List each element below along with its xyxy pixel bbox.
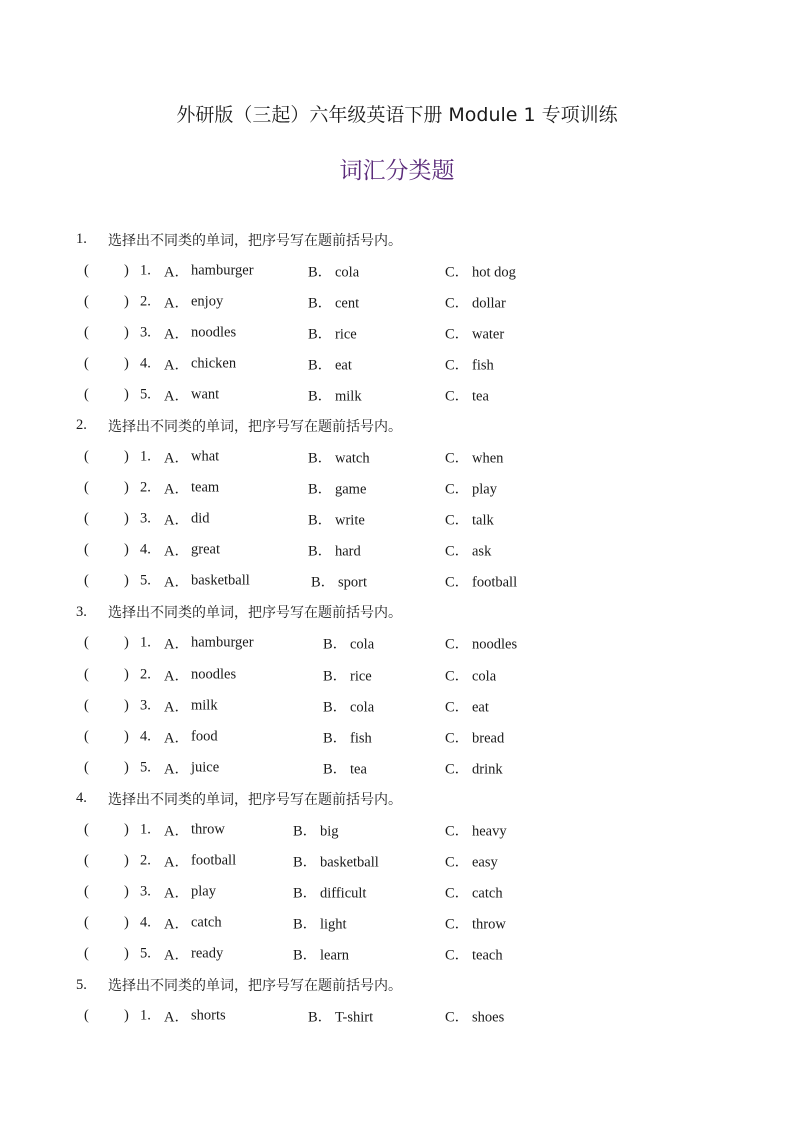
option-c-letter: C． xyxy=(445,512,470,529)
answer-blank-open[interactable]: ( xyxy=(84,324,89,341)
option-b-word: T-shirt xyxy=(335,1009,374,1026)
option-c xyxy=(445,260,516,281)
option-a-letter: A． xyxy=(164,264,189,281)
option-c xyxy=(445,540,491,561)
question-number: 3. xyxy=(140,883,151,900)
option-b-letter: B． xyxy=(308,357,333,374)
option-b-letter: B． xyxy=(323,636,348,653)
option-c xyxy=(445,882,503,903)
option-a-word: ready xyxy=(191,945,224,962)
option-c-letter: C． xyxy=(445,947,470,964)
option-c-word: tea xyxy=(472,388,489,405)
answer-blank-open[interactable]: ( xyxy=(84,914,89,931)
option-b-word: cola xyxy=(350,636,375,653)
option-a-letter: A． xyxy=(164,823,189,840)
option-b-word: light xyxy=(320,916,347,933)
option-a-letter: A． xyxy=(164,543,189,560)
option-c xyxy=(445,384,489,405)
option-b xyxy=(308,291,359,312)
answer-blank-open[interactable]: ( xyxy=(84,479,89,496)
option-c xyxy=(445,447,503,468)
option-c-letter: C． xyxy=(445,885,470,902)
option-b-letter: B． xyxy=(308,543,333,560)
option-a-word: hamburger xyxy=(191,634,254,651)
answer-blank-close: ) xyxy=(124,945,129,962)
option-c xyxy=(445,664,496,685)
option-b xyxy=(323,633,374,654)
question-number: 5. xyxy=(140,572,151,589)
option-c-letter: C． xyxy=(445,481,470,498)
option-c-word: easy xyxy=(472,854,498,871)
option-c-letter: C． xyxy=(445,295,470,312)
answer-blank-close: ) xyxy=(124,541,129,558)
option-c xyxy=(445,291,506,312)
option-c xyxy=(445,913,506,934)
option-a-word: milk xyxy=(191,697,218,714)
option-c xyxy=(445,353,494,374)
question-number: 1. xyxy=(140,821,151,838)
exercise-content xyxy=(76,224,736,1032)
option-c-letter: C． xyxy=(445,699,470,716)
question-row xyxy=(76,317,736,348)
question-row xyxy=(76,908,736,939)
section-number: 2. xyxy=(76,417,87,434)
answer-blank-close: ) xyxy=(124,852,129,869)
option-b-word: sport xyxy=(338,574,367,591)
option-b-letter: B． xyxy=(293,885,318,902)
option-a-letter: A． xyxy=(164,357,189,374)
option-c-letter: C． xyxy=(445,450,470,467)
option-c-word: eat xyxy=(472,699,489,716)
option-c-word: football xyxy=(472,574,518,591)
option-b-word: cola xyxy=(350,699,375,716)
exercise-section xyxy=(76,224,736,410)
option-c xyxy=(445,1006,504,1027)
option-a-letter: A． xyxy=(164,699,189,716)
option-a-letter: A． xyxy=(164,574,189,591)
answer-blank-close: ) xyxy=(124,821,129,838)
option-b xyxy=(308,478,366,499)
section-instruction: 选择出不同类的单词，把序号写在题前括号内。 xyxy=(108,978,402,995)
answer-blank-open[interactable]: ( xyxy=(84,883,89,900)
option-c-letter: C． xyxy=(445,264,470,281)
question-row xyxy=(76,286,736,317)
section-instruction: 选择出不同类的单词，把序号写在题前括号内。 xyxy=(108,791,402,808)
option-a-word: chicken xyxy=(191,355,237,372)
question-row xyxy=(76,721,736,752)
option-b xyxy=(308,353,352,374)
answer-blank-open[interactable]: ( xyxy=(84,448,89,465)
answer-blank-open[interactable]: ( xyxy=(84,821,89,838)
option-b-word: watch xyxy=(335,450,370,467)
option-c xyxy=(445,695,489,716)
option-b-letter: B． xyxy=(323,699,348,716)
option-b-letter: B． xyxy=(293,823,318,840)
option-b xyxy=(308,384,362,405)
option-b-word: game xyxy=(335,481,367,498)
option-a-letter: A． xyxy=(164,636,189,653)
question-row xyxy=(76,348,736,379)
option-b-word: milk xyxy=(335,388,362,405)
question-row xyxy=(76,1001,736,1032)
option-a-letter: A． xyxy=(164,450,189,467)
question-number: 4. xyxy=(140,355,151,372)
section-instruction: 选择出不同类的单词，把序号写在题前括号内。 xyxy=(108,232,402,249)
answer-blank-open[interactable]: ( xyxy=(84,1007,89,1024)
option-a-word: what xyxy=(191,448,220,465)
option-c xyxy=(445,509,494,530)
answer-blank-open[interactable]: ( xyxy=(84,355,89,372)
option-a-letter: A． xyxy=(164,854,189,871)
option-c-word: play xyxy=(472,481,497,498)
question-number: 5. xyxy=(140,945,151,962)
option-c-letter: C． xyxy=(445,730,470,747)
option-b xyxy=(308,447,370,468)
option-b-word: write xyxy=(335,512,365,529)
question-row xyxy=(76,628,736,659)
question-row xyxy=(76,473,736,504)
answer-blank-close: ) xyxy=(124,634,129,651)
option-b-letter: B． xyxy=(308,481,333,498)
option-c-letter: C． xyxy=(445,388,470,405)
question-row xyxy=(76,877,736,908)
option-b-letter: B． xyxy=(323,668,348,685)
option-b-word: rice xyxy=(350,668,372,685)
option-c-letter: C． xyxy=(445,543,470,560)
option-c xyxy=(445,726,504,747)
section-number: 1. xyxy=(76,231,87,247)
answer-blank-close: ) xyxy=(124,697,129,714)
option-a-letter: A． xyxy=(164,730,189,747)
question-number: 2. xyxy=(140,479,151,496)
option-c-word: dollar xyxy=(472,295,506,312)
answer-blank-close: ) xyxy=(124,1007,129,1024)
section-header xyxy=(76,410,736,441)
question-number: 1. xyxy=(140,448,151,465)
option-a-word: throw xyxy=(191,821,225,838)
question-row xyxy=(76,814,736,845)
question-row xyxy=(76,690,736,721)
question-row xyxy=(76,846,736,877)
option-a-word: hamburger xyxy=(191,262,254,279)
answer-blank-open[interactable]: ( xyxy=(84,697,89,714)
question-number: 2. xyxy=(140,852,151,869)
option-c-letter: C． xyxy=(445,357,470,374)
question-number: 5. xyxy=(140,759,151,776)
section-instruction: 选择出不同类的单词，把序号写在题前括号内。 xyxy=(108,605,402,622)
answer-blank-close: ) xyxy=(124,572,129,589)
option-a-word: food xyxy=(191,728,218,745)
answer-blank-close: ) xyxy=(124,448,129,465)
exercise-section xyxy=(76,970,736,1032)
answer-blank-open[interactable]: ( xyxy=(84,541,89,558)
option-b-letter: B． xyxy=(293,947,318,964)
option-b-letter: B． xyxy=(308,388,333,405)
page-title: 外研版（三起）六年级英语下册 Module 1 专项训练 xyxy=(176,104,618,126)
option-c-letter: C． xyxy=(445,1009,470,1026)
option-b xyxy=(293,819,339,840)
option-b-word: rice xyxy=(335,326,357,343)
question-row xyxy=(76,659,736,690)
option-b-word: basketball xyxy=(320,854,379,871)
option-c-letter: C． xyxy=(445,823,470,840)
answer-blank-open[interactable]: ( xyxy=(84,852,89,869)
answer-blank-close: ) xyxy=(124,728,129,745)
option-c-word: fish xyxy=(472,357,494,374)
option-b-letter: B． xyxy=(308,450,333,467)
option-a-letter: A． xyxy=(164,947,189,964)
option-c-word: heavy xyxy=(472,823,507,840)
option-b-word: hard xyxy=(335,543,361,560)
option-b xyxy=(323,757,367,778)
answer-blank-close: ) xyxy=(124,666,129,683)
answer-blank-close: ) xyxy=(124,914,129,931)
option-b-letter: B． xyxy=(293,854,318,871)
option-a-word: basketball xyxy=(191,572,250,589)
option-b xyxy=(308,260,359,281)
option-a-letter: A． xyxy=(164,668,189,685)
question-number: 3. xyxy=(140,510,151,527)
option-c-letter: C． xyxy=(445,761,470,778)
section-number: 4. xyxy=(76,790,87,807)
option-b xyxy=(293,944,349,965)
question-number: 1. xyxy=(140,634,151,651)
option-b xyxy=(323,664,372,685)
option-b-letter: B． xyxy=(308,512,333,529)
section-header xyxy=(76,597,736,628)
question-number: 5. xyxy=(140,386,151,403)
page-subtitle: 词汇分类题 xyxy=(339,158,455,184)
answer-blank-open[interactable]: ( xyxy=(84,386,89,403)
option-b-letter: B． xyxy=(293,916,318,933)
option-c-word: catch xyxy=(472,885,503,902)
option-c-letter: C． xyxy=(445,916,470,933)
option-c-letter: C． xyxy=(445,636,470,653)
option-b-word: difficult xyxy=(320,885,367,902)
exercise-section xyxy=(76,783,736,969)
answer-blank-open[interactable]: ( xyxy=(84,759,89,776)
question-row xyxy=(76,504,736,535)
section-header xyxy=(76,783,736,814)
question-row xyxy=(76,752,736,783)
option-b-word: tea xyxy=(350,761,367,778)
option-b xyxy=(308,1006,373,1027)
option-b-word: fish xyxy=(350,730,372,747)
question-row xyxy=(76,566,736,597)
answer-blank-open[interactable]: ( xyxy=(84,728,89,745)
question-number: 1. xyxy=(140,1007,151,1024)
answer-blank-open[interactable]: ( xyxy=(84,293,89,310)
option-a-letter: A． xyxy=(164,1009,189,1026)
answer-blank-open[interactable]: ( xyxy=(84,510,89,527)
answer-blank-open[interactable]: ( xyxy=(84,945,89,962)
answer-blank-close: ) xyxy=(124,355,129,372)
section-instruction: 选择出不同类的单词，把序号写在题前括号内。 xyxy=(108,418,402,435)
option-c-word: throw xyxy=(472,916,506,933)
option-b-word: cola xyxy=(335,264,360,281)
option-a-word: shorts xyxy=(191,1007,226,1024)
option-b xyxy=(293,913,347,934)
option-c-word: shoes xyxy=(472,1009,505,1026)
option-c xyxy=(445,819,507,840)
option-c-word: water xyxy=(472,326,505,343)
option-c-word: when xyxy=(472,450,504,467)
option-c-word: teach xyxy=(472,947,503,964)
option-c-word: drink xyxy=(472,761,503,778)
option-a-letter: A． xyxy=(164,916,189,933)
answer-blank-close: ) xyxy=(124,293,129,310)
option-a-word: football xyxy=(191,852,237,869)
answer-blank-close: ) xyxy=(124,510,129,527)
option-b-letter: B． xyxy=(311,574,336,591)
question-number: 4. xyxy=(140,541,151,558)
question-number: 2. xyxy=(140,293,151,310)
option-c-word: cola xyxy=(472,668,497,685)
option-a-word: great xyxy=(191,541,220,558)
option-a-letter: A． xyxy=(164,481,189,498)
answer-blank-close: ) xyxy=(124,324,129,341)
option-c-word: hot dog xyxy=(472,264,516,281)
option-b xyxy=(311,571,367,592)
option-c-letter: C． xyxy=(445,854,470,871)
option-a-word: noodles xyxy=(191,324,237,341)
option-b xyxy=(308,322,357,343)
section-header xyxy=(76,224,736,255)
option-b xyxy=(293,882,366,903)
option-c-letter: C． xyxy=(445,574,470,591)
section-number: 3. xyxy=(76,603,87,620)
option-a-letter: A． xyxy=(164,295,189,312)
question-number: 3. xyxy=(140,697,151,714)
option-a-word: did xyxy=(191,510,210,527)
option-b-word: cent xyxy=(335,295,360,312)
option-b-letter: B． xyxy=(323,761,348,778)
option-a-word: play xyxy=(191,883,216,900)
option-b-letter: B． xyxy=(308,1009,333,1026)
answer-blank-close: ) xyxy=(124,479,129,496)
option-b xyxy=(308,540,361,561)
question-number: 3. xyxy=(140,324,151,341)
question-number: 4. xyxy=(140,728,151,745)
answer-blank-close: ) xyxy=(124,883,129,900)
option-a-word: noodles xyxy=(191,666,237,683)
option-b-word: learn xyxy=(320,947,349,964)
question-row xyxy=(76,441,736,472)
option-c xyxy=(445,757,503,778)
option-a-letter: A． xyxy=(164,885,189,902)
question-row xyxy=(76,379,736,410)
option-a-word: enjoy xyxy=(191,293,224,310)
option-b-letter: B． xyxy=(308,326,333,343)
answer-blank-open[interactable]: ( xyxy=(84,634,89,651)
question-row xyxy=(76,939,736,970)
option-b-letter: B． xyxy=(323,730,348,747)
option-c xyxy=(445,851,498,872)
answer-blank-open[interactable]: ( xyxy=(84,262,89,279)
option-a-word: team xyxy=(191,479,220,496)
answer-blank-open[interactable]: ( xyxy=(84,666,89,683)
option-a-letter: A． xyxy=(164,388,189,405)
option-c-word: ask xyxy=(472,543,492,560)
option-b-letter: B． xyxy=(308,264,333,281)
option-b xyxy=(308,509,365,530)
option-c xyxy=(445,633,517,654)
answer-blank-close: ) xyxy=(124,759,129,776)
exercise-section xyxy=(76,597,736,783)
option-b xyxy=(293,851,379,872)
question-number: 2. xyxy=(140,666,151,683)
option-a-letter: A． xyxy=(164,326,189,343)
exercise-section xyxy=(76,410,736,596)
option-c-word: bread xyxy=(472,730,505,747)
option-b-letter: B． xyxy=(308,295,333,312)
option-b xyxy=(323,726,372,747)
option-b-word: big xyxy=(320,823,339,840)
answer-blank-close: ) xyxy=(124,386,129,403)
option-c xyxy=(445,944,503,965)
option-a-word: catch xyxy=(191,914,222,931)
answer-blank-open[interactable]: ( xyxy=(84,572,89,589)
answer-blank-close: ) xyxy=(124,262,129,279)
question-number: 1. xyxy=(140,262,151,279)
option-a-letter: A． xyxy=(164,761,189,778)
option-c xyxy=(445,478,497,499)
section-header xyxy=(76,970,736,1001)
option-c-letter: C． xyxy=(445,326,470,343)
option-b xyxy=(323,695,374,716)
option-c-letter: C． xyxy=(445,668,470,685)
option-c-word: talk xyxy=(472,512,494,529)
option-a-letter: A． xyxy=(164,512,189,529)
question-row xyxy=(76,255,736,286)
option-a-word: want xyxy=(191,386,220,403)
question-row xyxy=(76,535,736,566)
option-c xyxy=(445,322,504,343)
option-c xyxy=(445,571,517,592)
option-a-word: juice xyxy=(191,759,220,776)
section-number: 5. xyxy=(76,976,87,993)
question-number: 4. xyxy=(140,914,151,931)
option-c-word: noodles xyxy=(472,636,518,653)
option-b-word: eat xyxy=(335,357,352,374)
